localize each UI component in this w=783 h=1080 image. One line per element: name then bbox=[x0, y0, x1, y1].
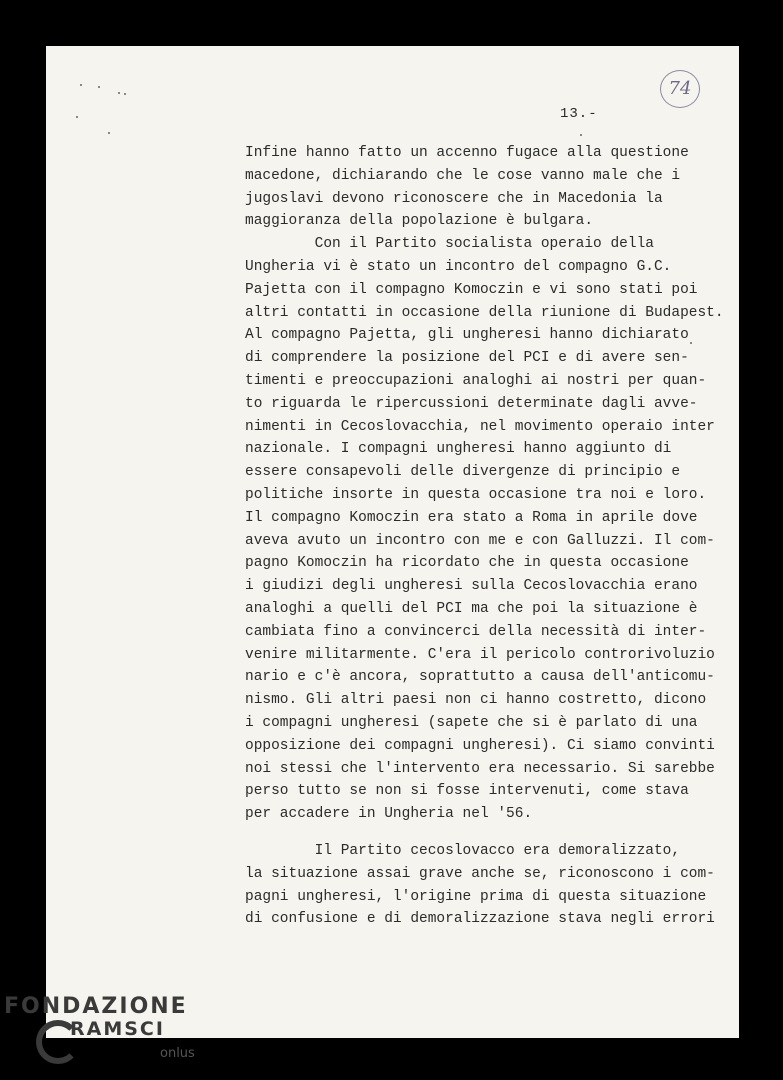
text-line: Infine hanno fatto un accenno fugace alla questione bbox=[245, 145, 689, 161]
text-line: jugoslavi devono riconoscere che in Macedonia la bbox=[245, 190, 663, 207]
text-line: politiche insorte in questa occasione tra noi e loro. bbox=[245, 486, 707, 503]
paragraph-gap bbox=[245, 826, 705, 840]
text-line: Con il Partito socialista operaio della bbox=[245, 236, 654, 253]
watermark-line-3: onlus bbox=[160, 1046, 195, 1061]
text-line: di confusione e di demoralizzazione stava negli errori bbox=[245, 911, 715, 928]
foundation-watermark bbox=[4, 994, 204, 1074]
text-line: nismo. Gli altri paesi non ci hanno costretto, dicono bbox=[245, 692, 707, 709]
text-line: opposizione dei compagni ungheresi). Ci siamo convinti bbox=[245, 737, 715, 754]
text-line: cambiata fino a convincerci della necessità di inter- bbox=[245, 623, 707, 640]
text-line: altri contatti in occasione della riunione di Budapest. bbox=[245, 304, 724, 321]
text-line: analoghi a quelli del PCI ma che poi la situazione è bbox=[245, 600, 698, 617]
text-line: nimenti in Cecoslovacchia, nel movimento operaio inter bbox=[245, 418, 715, 435]
text-line: venire militarmente. C'era il pericolo controrivoluzio bbox=[245, 646, 715, 663]
text-line: timenti e preoccupazioni analoghi ai nostri per quan- bbox=[245, 372, 707, 389]
text-line: essere consapevoli delle divergenze di principio e bbox=[245, 464, 681, 481]
watermark-line-1: FONDAZIONE bbox=[4, 994, 188, 1019]
paper-speck bbox=[80, 84, 82, 86]
text-line: Pajetta con il compagno Komoczin e vi sono stati poi bbox=[245, 281, 698, 298]
text-line: i giudizi degli ungheresi sulla Cecoslovacchia erano bbox=[245, 578, 698, 595]
text-line: nazionale. I compagni ungheresi hanno aggiunto di bbox=[245, 441, 672, 458]
page-number: 13.- bbox=[560, 106, 598, 122]
text-line: maggioranza della popolazione è bulgara. bbox=[245, 213, 594, 230]
text-line: nario e c'è ancora, soprattutto a causa dell'anticomu- bbox=[245, 669, 715, 686]
text-line: la situazione assai grave anche se, riconoscono i com- bbox=[245, 865, 715, 882]
text-line: aveva avuto un incontro con me e con Galluzzi. Il com- bbox=[245, 532, 715, 549]
paper-speck bbox=[108, 132, 110, 134]
typewritten-body bbox=[245, 142, 724, 931]
text-line: perso tutto se non si fosse intervenuti, come stava bbox=[245, 783, 689, 800]
paper-speck bbox=[580, 134, 582, 136]
text-line: Al compagno Pajetta, gli ungheresi hanno dichiarato bbox=[245, 327, 689, 344]
paper-speck bbox=[76, 116, 78, 118]
text-line: pagno Komoczin ha ricordato che in questa occasione bbox=[245, 555, 689, 572]
text-line: macedone, dichiarando che le cose vanno male che i bbox=[245, 167, 681, 184]
paper-speck bbox=[124, 93, 126, 95]
archive-page-stamp: 74 bbox=[660, 70, 700, 108]
text-line: Il compagno Komoczin era stato a Roma in aprile dove bbox=[245, 509, 698, 526]
text-line: to riguarda le ripercussioni determinate dagli avve- bbox=[245, 395, 698, 412]
text-line: pagni ungheresi, l'origine prima di questa situazione bbox=[245, 888, 707, 905]
text-line: Ungheria vi è stato un incontro del compagno G.C. bbox=[245, 258, 672, 275]
text-line: Il Partito cecoslovacco era demoralizzato, bbox=[245, 842, 681, 859]
watermark-line-2: RAMSCI bbox=[70, 1018, 165, 1040]
text-line: i compagni ungheresi (sapete che si è parlato di una bbox=[245, 714, 698, 731]
text-line: per accadere in Ungheria nel '56. bbox=[245, 806, 533, 823]
text-line: di comprendere la posizione del PCI e di avere sen- bbox=[245, 350, 689, 367]
text-line: noi stessi che l'intervento era necessario. Si sarebbe bbox=[245, 760, 715, 777]
paper-speck bbox=[98, 86, 100, 88]
paper-speck bbox=[118, 92, 120, 94]
